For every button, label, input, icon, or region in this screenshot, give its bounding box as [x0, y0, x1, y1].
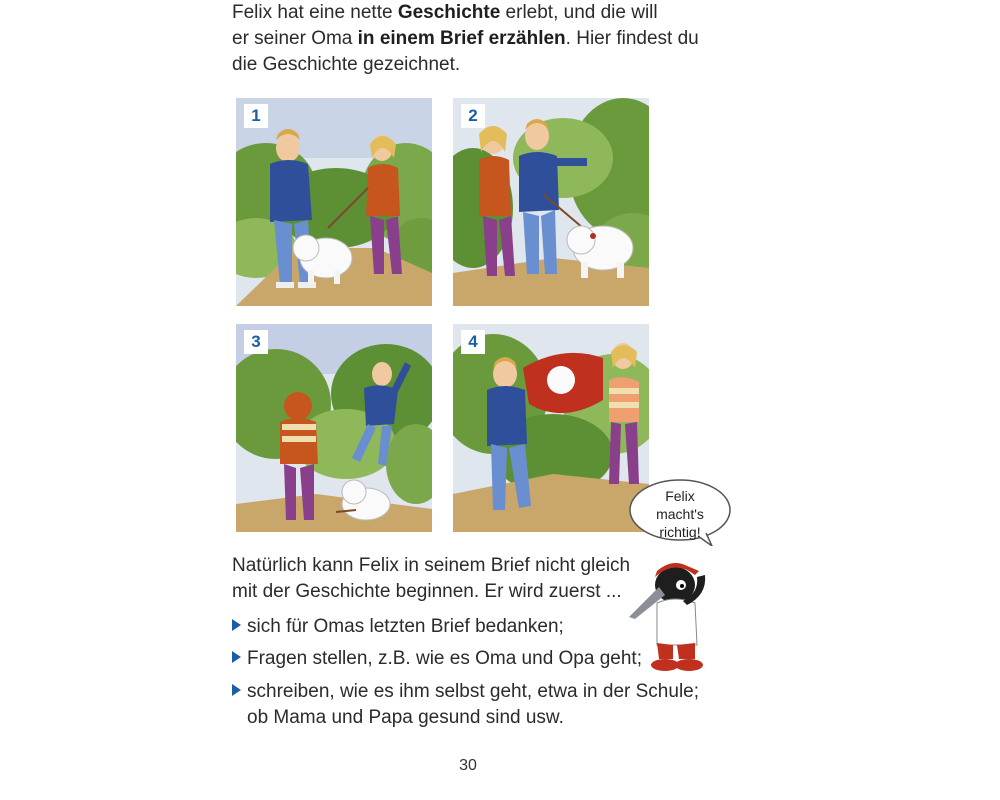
- bullet-text: sich für Omas letzten Brief bedanken;: [247, 616, 564, 637]
- panel-number: 2: [461, 104, 485, 128]
- bubble-line: Felix: [665, 488, 695, 504]
- body-paragraph: [232, 553, 672, 605]
- triangle-bullet-icon: [232, 684, 241, 696]
- story-panel-3: [236, 324, 432, 532]
- story-illustration-1: [236, 98, 432, 306]
- speech-bubble-text: [628, 487, 732, 541]
- intro-line-3: die Geschichte gezeichnet.: [232, 54, 461, 75]
- body-line-1: Natürlich kann Felix in seinem Brief nicht gleich: [232, 555, 631, 576]
- intro-bold-geschichte: Geschichte: [397, 2, 501, 23]
- triangle-bullet-icon: [232, 651, 241, 663]
- panel-number: 3: [244, 330, 268, 354]
- intro-text: er seiner Oma: [232, 28, 358, 49]
- triangle-bullet-icon: [232, 619, 241, 631]
- body-line-2: mit der Geschichte beginnen. Er wird zuerst ...: [232, 581, 622, 602]
- story-illustration-3: [236, 324, 432, 532]
- intro-bold-brief: in einem Brief erzählen: [357, 28, 566, 49]
- bullet-item: [232, 646, 642, 672]
- bubble-line: richtig!: [659, 524, 701, 540]
- intro-text: Felix hat eine nette: [232, 2, 398, 23]
- bullet-item: [232, 614, 564, 640]
- intro-line-2: [232, 26, 702, 52]
- story-panel-1: [236, 98, 432, 306]
- intro-paragraph: [232, 0, 702, 78]
- bubble-line: macht's: [656, 506, 704, 522]
- bullet-text: schreiben, wie es ihm selbst geht, etwa in der Schule;: [247, 681, 700, 702]
- story-panel-4: [453, 324, 649, 532]
- panel-number: 1: [244, 104, 268, 128]
- mascot-bird-illustration: [625, 555, 725, 675]
- bullet-item: [232, 679, 699, 731]
- story-panel-2: [453, 98, 649, 306]
- bullet-text: Fragen stellen, z.B. wie es Oma und Opa geht;: [247, 648, 642, 669]
- page-number: 30: [459, 757, 477, 774]
- story-illustration-2: [453, 98, 649, 306]
- intro-line-1: [232, 0, 702, 26]
- intro-text: erlebt, und die will: [500, 2, 658, 23]
- story-illustration-4: [453, 324, 649, 532]
- intro-text: . Hier findest du: [565, 28, 699, 49]
- bullet-text-continuation: ob Mama und Papa gesund sind usw.: [247, 707, 564, 728]
- panel-number: 4: [461, 330, 485, 354]
